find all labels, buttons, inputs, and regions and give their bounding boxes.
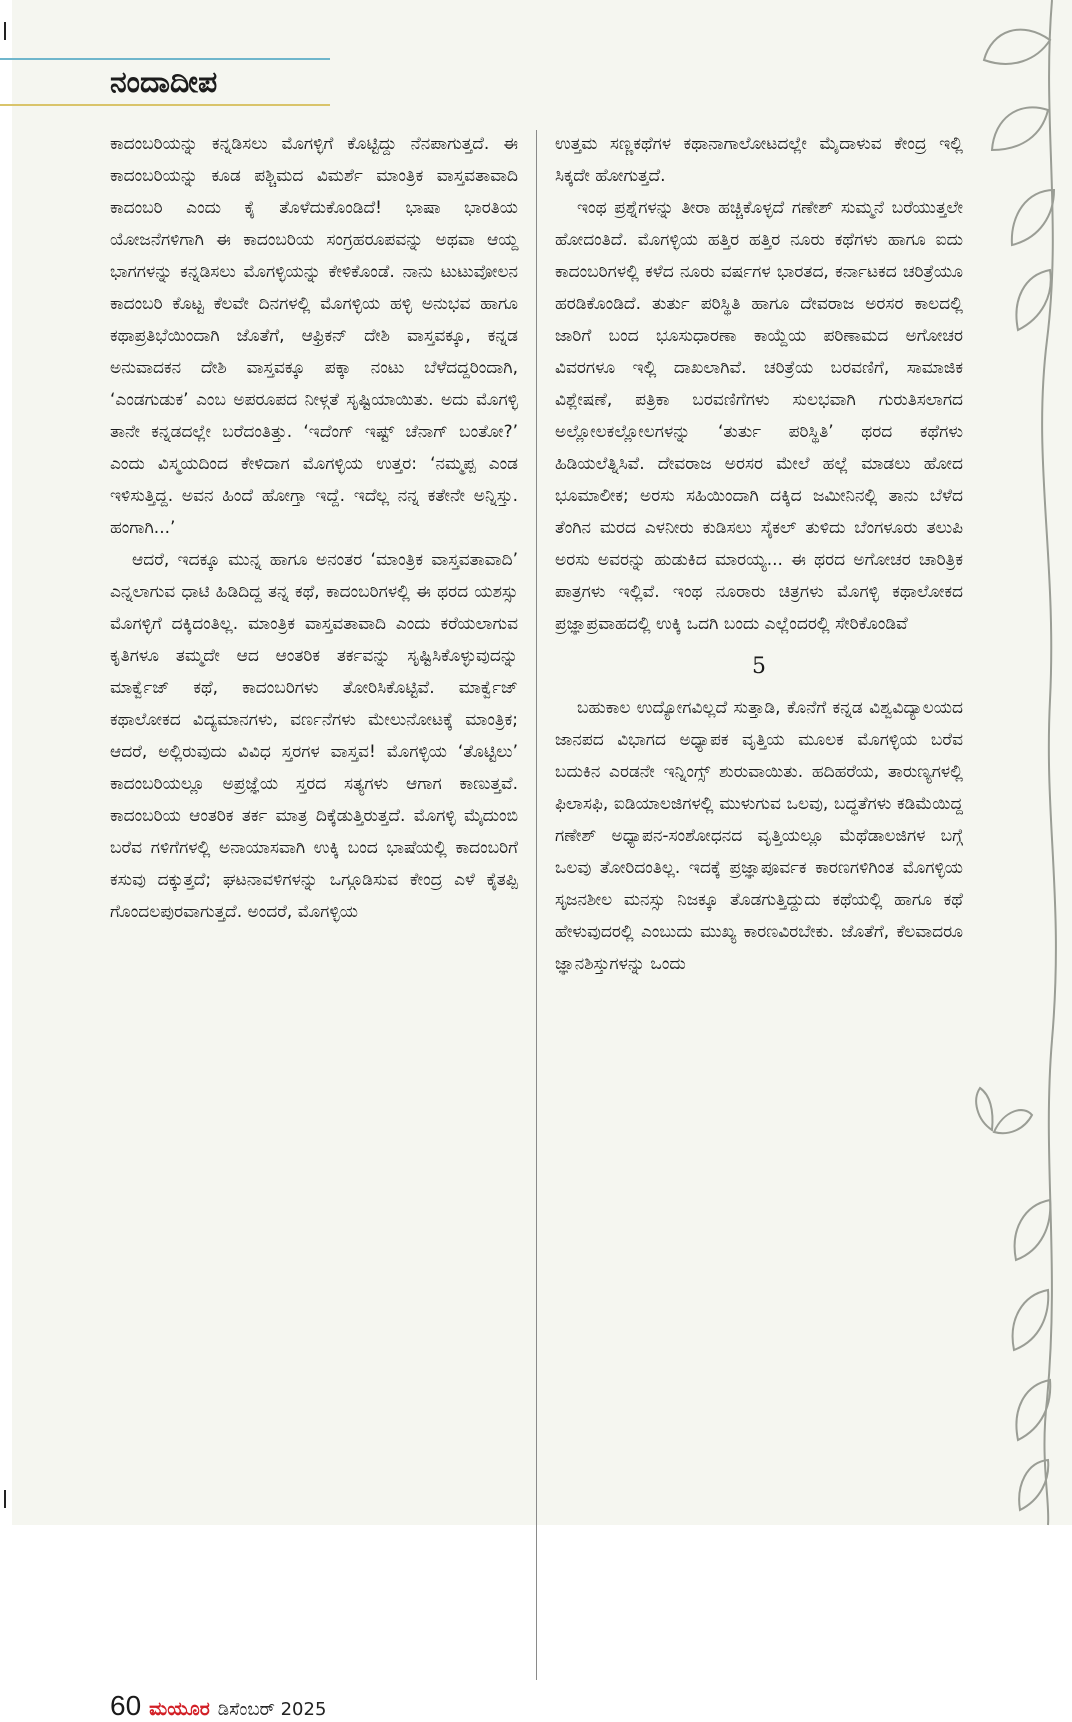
header-rule-bottom [0,104,330,106]
column-divider [536,130,537,1680]
crop-mark-bottom [4,1490,6,1508]
crop-mark-top [4,22,6,40]
page-number: 60 [110,1690,142,1721]
right-paragraph-2: ಇಂಥ ಪ್ರಶ್ನೆಗಳನ್ನು ತೀರಾ ಹಚ್ಚಿಕೊಳ್ಳದೆ ಗಣೇಶ್ ಸುಮ್ಮನೆ ಬರೆಯುತ್ತಲೇ ಹೋದಂತಿದೆ. ಮೊಗಳ್ಳಿಯ ಹತ್ತಿರ ಹತ್ತಿರ ನೂರು ಕಥೆಗಳು ಹಾಗೂ ಐದು ಕಾದಂಬರಿಗಳಲ್ಲಿ ಕಳೆದ ನೂರು ವರ್ಷಗಳ ಭಾರತದ, ಕರ್ನಾಟಕದ ಚರಿತ್ರೆಯೂ ಹರಡಿಕೊಂಡಿದೆ. ತುರ್ತು ಪರಿಸ್ಥಿತಿ ಹಾಗೂ ದೇವರಾಜ ಅರಸರ ಕಾಲದಲ್ಲಿ ಜಾರಿಗೆ ಬಂದ ಭೂಸುಧಾರಣಾ ಕಾಯ್ದೆಯ ಪರಿಣಾಮದ ಅಗೋಚರ ವಿವರಗಳೂ ಇಲ್ಲಿ ದಾಖಲಾಗಿವೆ. ಚರಿತ್ರೆಯ ಬರವಣಿಗೆ, ಸಾಮಾಜಿಕ ವಿಶ್ಲೇಷಣೆ, ಪತ್ರಿಕಾ ಬರವಣಿಗೆಗಳು ಸುಲಭವಾಗಿ ಗುರುತಿಸಲಾಗದ ಅಲ್ಲೋಲಕಲ್ಲೋಲಗಳನ್ನು ‘ತುರ್ತು ಪರಿಸ್ಥಿತಿ’ ಥರದ ಕಥೆಗಳು ಹಿಡಿಯಲೆತ್ನಿಸಿವೆ. ದೇವರಾಜ ಅರಸರ ಮೇಲೆ ಹಲ್ಲೆ ಮಾಡಲು ಹೋದ ಭೂಮಾಲೀಕ; ಅರಸು ಸಹಿಯಿಂದಾಗಿ ದಕ್ಕಿದ ಜಮೀನಿನಲ್ಲಿ ತಾನು ಬೆಳೆದ ತೆಂಗಿನ ಮರದ ಎಳನೀರು ಕುಡಿಸಲು ಸೈಕಲ್ ತುಳಿದು ಬೆಂಗಳೂರು ತಲುಪಿ ಅರಸು ಅವರನ್ನು ಹುಡುಕಿದ ಮಾರಯ್ಯ... ಈ ಥರದ ಅಗೋಚರ ಚಾರಿತ್ರಿಕ ಪಾತ್ರಗಳು ಇಲ್ಲಿವೆ. ಇಂಥ ನೂರಾರು ಚಿತ್ರಗಳು ಮೊಗಳ್ಳಿ ಕಥಾಲೋಕದ ಪ್ರಜ್ಞಾಪ್ರವಾಹದಲ್ಲಿ ಉಕ್ಕಿ ಒದಗಿ ಬಂದು ಎಲ್ಲೆಂದರಲ್ಲಿ ಸೇರಿಕೊಂಡಿವೆ [555,198,963,634]
left-paragraph-2: ಆದರೆ, ಇದಕ್ಕೂ ಮುನ್ನ ಹಾಗೂ ಅನಂತರ ‘ಮಾಂತ್ರಿಕ ವಾಸ್ತವತಾವಾದಿ’ ಎನ್ನಲಾಗುವ ಧಾಟಿ ಹಿಡಿದಿದ್ದ ತನ್ನ ಕಥೆ, ಕಾದಂಬರಿಗಳಲ್ಲಿ ಈ ಥರದ ಯಶಸ್ಸು ಮೊಗಳ್ಳಿಗೆ ದಕ್ಕಿದಂತಿಲ್ಲ. ಮಾಂತ್ರಿಕ ವಾಸ್ತವತಾವಾದಿ ಎಂದು ಕರೆಯಲಾಗುವ ಕೃತಿಗಳೂ ತಮ್ಮದೇ ಆದ ಆಂತರಿಕ ತರ್ಕವನ್ನು ಸೃಷ್ಟಿಸಿಕೊಳ್ಳುವುದನ್ನು ಮಾರ್ಕ್ವೆಜ್ ಕಥೆ, ಕಾದಂಬರಿಗಳು ತೋರಿಸಿಕೊಟ್ಟಿವೆ. ಮಾರ್ಕ್ವೆಜ್ ಕಥಾಲೋಕದ ವಿದ್ಯಮಾನಗಳು, ವರ್ಣನೆಗಳು ಮೇಲುನೋಟಕ್ಕೆ ಮಾಂತ್ರಿಕ; ಆದರೆ, ಅಲ್ಲಿರುವುದು ವಿವಿಧ ಸ್ತರಗಳ ವಾಸ್ತವ! ಮೊಗಳ್ಳಿಯ ‘ತೊಟ್ಟಿಲು’ ಕಾದಂಬರಿಯಲ್ಲೂ ಅಪ್ರಜ್ಞೆಯ ಸ್ತರದ ಸತ್ಯಗಳು ಆಗಾಗ ಕಾಣುತ್ತವೆ. ಕಾದಂಬರಿಯ ಆಂತರಿಕ ತರ್ಕ ಮಾತ್ರ ದಿಕ್ಕೆಡುತ್ತಿರುತ್ತದೆ. ಮೊಗಳ್ಳಿ ಮೈದುಂಬಿ ಬರೆವ ಗಳಿಗೆಗಳಲ್ಲಿ ಅನಾಯಾಸವಾಗಿ ಉಕ್ಕಿ ಬಂದ ಭಾಷೆಯಲ್ಲಿ ಕಾದಂಬರಿಗೆ ಕಸುವು ದಕ್ಕುತ್ತದೆ; ಘಟನಾವಳಿಗಳನ್ನು ಒಗ್ಗೂಡಿಸುವ ಕೇಂದ್ರ ಎಳೆ ಕೈತಪ್ಪಿ ಗೊಂದಲಪುರವಾಗುತ್ತದೆ. ಅಂದರೆ, ಮೊಗಳ್ಳಿಯ [110,550,518,922]
left-column [110,128,518,928]
page-margin-strip [0,0,12,1525]
left-paragraph-1: ಕಾದಂಬರಿಯನ್ನು ಕನ್ನಡಿಸಲು ಮೊಗಳ್ಳಿಗೆ ಕೊಟ್ಟಿದ್ದು ನೆನಪಾಗುತ್ತದೆ. ಈ ಕಾದಂಬರಿಯನ್ನು ಕೂಡ ಪಶ್ಚಿಮದ ವಿಮರ್ಶೆ ಮಾಂತ್ರಿಕ ವಾಸ್ತವತಾವಾದಿ ಕಾದಂಬರಿ ಎಂದು ಕೈ ತೊಳೆದುಕೊಂಡಿದೆ! ಭಾಷಾ ಭಾರತಿಯ ಯೋಜನೆಗಳಿಗಾಗಿ ಈ ಕಾದಂಬರಿಯ ಸಂಗ್ರಹರೂಪವನ್ನು ಅಥವಾ ಆಯ್ದ ಭಾಗಗಳನ್ನು ಕನ್ನಡಿಸಲು ಮೊಗಳ್ಳಿಯನ್ನು ಕೇಳಿಕೊಂಡೆ. ನಾನು ಟುಟುವೋಲನ ಕಾದಂಬರಿ ಕೊಟ್ಟ ಕೆಲವೇ ದಿನಗಳಲ್ಲಿ ಮೊಗಳ್ಳಿಯ ಹಳ್ಳಿ ಅನುಭವ ಹಾಗೂ ಕಥಾಪ್ರತಿಭೆಯಿಂದಾಗಿ ಜೊತೆಗೆ, ಆಫ್ರಿಕನ್ ದೇಶಿ ವಾಸ್ತವಕ್ಕೂ, ಕನ್ನಡ ಅನುವಾದಕನ ದೇಶಿ ವಾಸ್ತವಕ್ಕೂ ಪಕ್ಕಾ ನಂಟು ಬೆಳೆದದ್ದರಿಂದಾಗಿ, ‘ಎಂಡಗುಡುಕ’ ಎಂಬ ಅಪರೂಪದ ನೀಳ್ಗತೆ ಸೃಷ್ಟಿಯಾಯಿತು. ಅದು ಮೊಗಳ್ಳಿ ತಾನೇ ಕನ್ನಡದಲ್ಲೇ ಬರೆದಂತಿತ್ತು. ‘ಇದೆಂಗ್ ಇಷ್ಟ್ ಚೆನಾಗ್ ಬಂತೋ?’ ಎಂದು ವಿಸ್ಮಯದಿಂದ ಕೇಳಿದಾಗ ಮೊಗಳ್ಳಿಯ ಉತ್ತರ: ‘ನಮ್ಮಪ್ಪ ಎಂಡ ಇಳಿಸುತ್ತಿದ್ದ. ಅವನ ಹಿಂದೆ ಹೋಗ್ತಾ ಇದ್ದೆ. ಇದೆಲ್ಲ ನನ್ನ ಕತೇನೇ ಅನ್ನಿಸ್ತು. ಹಂಗಾಗಿ...’ [110,134,518,538]
section-title: ನಂದಾದೀಪ [110,65,218,100]
magazine-name: ಮಯೂರ [149,1698,210,1720]
right-column [555,128,963,980]
right-paragraph-3: ಬಹುಕಾಲ ಉದ್ಯೋಗವಿಲ್ಲದೆ ಸುತ್ತಾಡಿ, ಕೊನೆಗೆ ಕನ್ನಡ ವಿಶ್ವವಿದ್ಯಾಲಯದ ಜಾನಪದ ವಿಭಾಗದ ಅಧ್ಯಾಪಕ ವೃತ್ತಿಯ ಮೂಲಕ ಮೊಗಳ್ಳಿಯ ಬರೆವ ಬದುಕಿನ ಎರಡನೇ ಇನ್ನಿಂಗ್ಸ್ ಶುರುವಾಯಿತು. ಹದಿಹರೆಯ, ತಾರುಣ್ಯಗಳಲ್ಲಿ ಫಿಲಾಸಫಿ, ಐಡಿಯಾಲಜಿಗಳಲ್ಲಿ ಮುಳುಗುವ ಒಲವು, ಬದ್ಧತೆಗಳು ಕಡಿಮೆಯಿದ್ದ ಗಣೇಶ್ ಅಧ್ಯಾಪನ-ಸಂಶೋಧನದ ವೃತ್ತಿಯಲ್ಲೂ ಮೆಥೆಡಾಲಜಿಗಳ ಬಗ್ಗೆ ಒಲವು ತೋರಿದಂತಿಲ್ಲ. ಇದಕ್ಕೆ ಪ್ರಜ್ಞಾಪೂರ್ವಕ ಕಾರಣಗಳಿಗಿಂತ ಮೊಗಳ್ಳಿಯ ಸೃಜನಶೀಲ ಮನಸ್ಸು ನಿಜಕ್ಕೂ ತೊಡಗುತ್ತಿದ್ದುದು ಕಥೆಯಲ್ಲಿ ಹಾಗೂ ಕಥೆ ಹೇಳುವುದರಲ್ಲಿ ಎಂಬುದು ಮುಖ್ಯ ಕಾರಣವಿರಬೇಕು. ಜೊತೆಗೆ, ಕೆಲವಾದರೂ ಜ್ಞಾನಶಿಸ್ತುಗಳನ್ನು ಒಂದು [555,698,963,974]
page-footer [110,1690,326,1722]
section-number: 5 [752,654,766,679]
header-rule-top [0,58,330,60]
issue-date: ಡಿಸೆಂಬರ್ 2025 [217,1699,327,1720]
right-paragraph-1: ಉತ್ತಮ ಸಣ್ಣಕಥೆಗಳ ಕಥಾನಾಗಾಲೋಟದಲ್ಲೇ ಮೈದಾಳುವ ಕೇಂದ್ರ ಇಲ್ಲಿ ಸಿಕ್ಕದೇ ಹೋಗುತ್ತದೆ. [555,134,963,186]
section-header [0,58,330,110]
leaf-vine-decoration-icon [932,0,1072,1525]
